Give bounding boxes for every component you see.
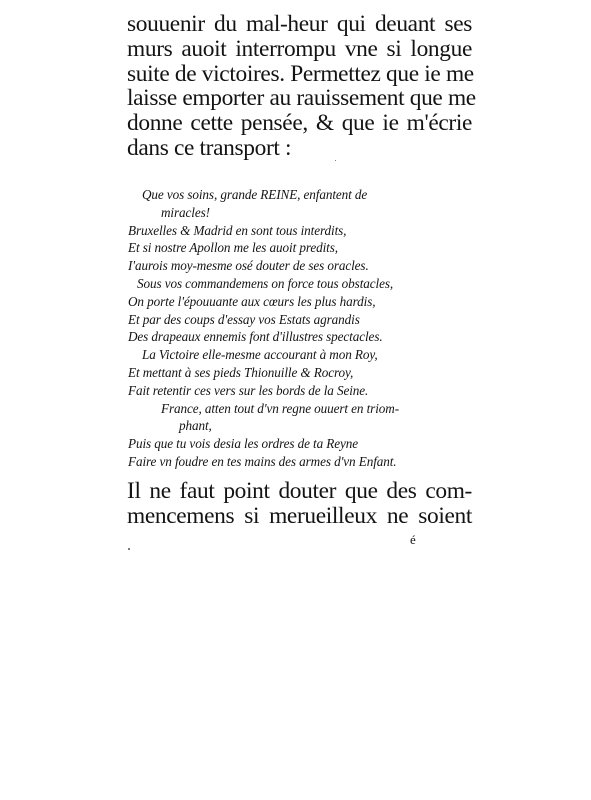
prose-line: murs auoit interrompu vne si longue <box>127 35 472 62</box>
poem-line: La Victoire elle-mesme accourant à mon Roy, <box>142 347 378 363</box>
prose-line: donne cette pensée, & que ie m'écrie <box>127 110 472 137</box>
poem-line: phant, <box>179 418 212 434</box>
poem-line: I'aurois moy-mesme osé douter de ses oracles. <box>128 258 369 274</box>
prose-paragraph-top <box>127 11 476 161</box>
sonnet <box>128 186 478 471</box>
prose-line: mencemens si merueilleux ne soient <box>127 502 472 529</box>
poem-line: Sous vos commandemens on force tous obstacles, <box>137 275 394 291</box>
ink-speck <box>128 548 130 550</box>
ink-speck <box>335 160 336 161</box>
prose-line: Il ne faut point douter que des com- <box>127 478 472 504</box>
poem-line: miracles! <box>161 204 210 220</box>
poem-line: Et mettant à ses pieds Thionuille & Rocroy, <box>128 364 354 380</box>
poem-line: France, atten tout d'vn regne ouuert en triom- <box>161 400 399 416</box>
catchword: é <box>410 532 416 547</box>
poem-line: Des drapeaux ennemis font d'illustres spectacles. <box>128 329 383 345</box>
prose-line: dans ce transport : <box>127 134 292 161</box>
prose-line: souuenir du mal-heur qui deuant ses <box>127 11 472 37</box>
poem-line: Et si nostre Apollon me les auoit predits, <box>128 240 338 256</box>
prose-line: laisse emporter au rauissement que me <box>127 85 476 112</box>
poem-line: Puis que tu vois desia les ordres de ta Reyne <box>128 436 359 452</box>
poem-line: Bruxelles & Madrid en sont tous interdits, <box>128 222 347 238</box>
poem-line: Et par des coups d'essay vos Estats agrandis <box>128 311 360 327</box>
prose-paragraph-bottom <box>127 479 472 529</box>
prose-line: suite de victoires. Permettez que ie me <box>127 60 474 87</box>
poem-line: On porte l'épouuante aux cœurs les plus hardis, <box>128 293 376 309</box>
poem-line: Faire vn foudre en tes mains des armes d'vn Enfant. <box>128 453 397 469</box>
poem-line: Fait retentir ces vers sur les bords de la Seine. <box>128 382 369 398</box>
poem-line: Que vos soins, grande REINE, enfantent de <box>142 187 368 202</box>
